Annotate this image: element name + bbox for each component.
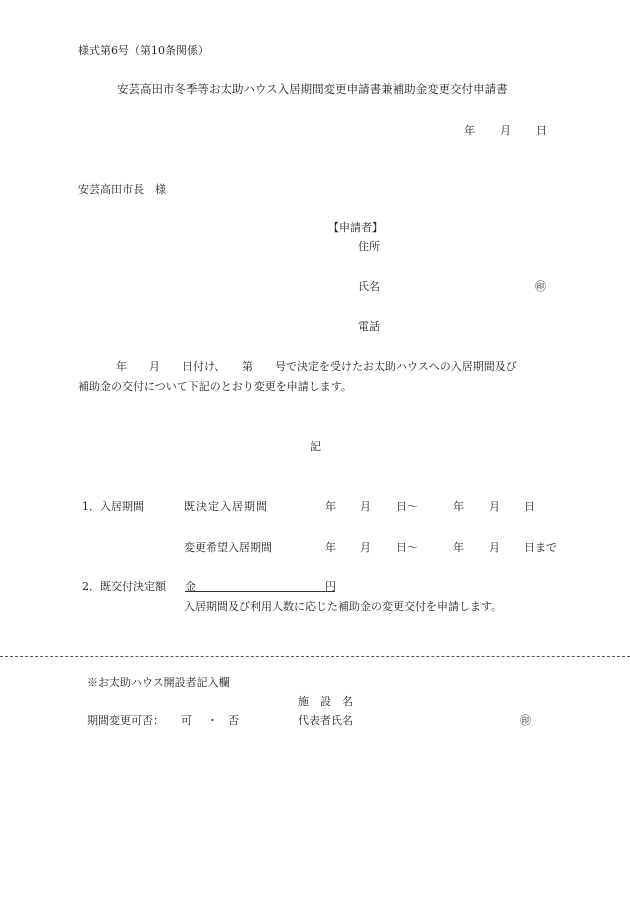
row2-d2: 日まで bbox=[524, 541, 557, 554]
row2-m2: 月 bbox=[489, 541, 500, 554]
kin-label: 金 bbox=[185, 580, 196, 593]
row1-label: 既決定入居期間 bbox=[184, 500, 268, 513]
date-month: 月 bbox=[500, 124, 511, 137]
approval-yes: 可 bbox=[181, 714, 192, 727]
row2-m1: 月 bbox=[360, 541, 371, 554]
applicant-name-label: 氏名 bbox=[358, 280, 380, 293]
row1-y1: 年 bbox=[325, 500, 336, 513]
cut-line bbox=[0, 656, 630, 657]
applicant-heading: 【申請者】 bbox=[328, 221, 383, 234]
representative-label: 代表者氏名 bbox=[298, 714, 353, 727]
ki-heading: 記 bbox=[310, 440, 321, 453]
approval-separator: ・ bbox=[207, 714, 218, 727]
date-year: 年 bbox=[464, 124, 475, 137]
seal-mark: ㊞ bbox=[535, 280, 546, 293]
applicant-address-label: 住所 bbox=[358, 240, 380, 253]
addressee: 安芸高田市長 様 bbox=[78, 183, 166, 196]
approval-no: 否 bbox=[228, 714, 239, 727]
form-number: 様式第6号（第10条関係） bbox=[78, 44, 209, 57]
date-day: 日 bbox=[536, 124, 547, 137]
row2-y1: 年 bbox=[325, 541, 336, 554]
row1-m2: 月 bbox=[489, 500, 500, 513]
row1-m1: 月 bbox=[360, 500, 371, 513]
row2-y2: 年 bbox=[453, 541, 464, 554]
operator-seal-mark: ㊞ bbox=[520, 714, 531, 727]
row2-d1: 日～ bbox=[396, 541, 418, 554]
body-line-1: 年 月 日付け、 第 号で決定を受けたお太助ハウスへの入居期間及び bbox=[116, 360, 517, 373]
body-line-2: 補助金の交付について下記のとおり変更を申請します。 bbox=[78, 380, 352, 393]
item1-label: 1．入居期間 bbox=[82, 500, 144, 513]
item2-note: 入居期間及び利用人数に応じた補助金の変更交付を申請します。 bbox=[184, 600, 503, 613]
row1-d2: 日 bbox=[524, 500, 535, 513]
row1-d1: 日～ bbox=[396, 500, 418, 513]
row1-y2: 年 bbox=[453, 500, 464, 513]
amount-underline bbox=[185, 591, 335, 592]
item2-label: 2．既交付決定額 bbox=[82, 580, 166, 593]
facility-label: 施 設 名 bbox=[298, 695, 353, 708]
page-title: 安芸高田市冬季等お太助ハウス入居期間変更申請書兼補助金変更交付申請書 bbox=[117, 82, 508, 96]
operator-heading: ※お太助ハウス開設者記入欄 bbox=[87, 676, 230, 689]
applicant-phone-label: 電話 bbox=[358, 320, 380, 333]
row2-label: 変更希望入居期間 bbox=[184, 541, 272, 554]
yen-label: 円 bbox=[325, 580, 336, 593]
approval-label: 期間変更可否： bbox=[87, 714, 164, 727]
